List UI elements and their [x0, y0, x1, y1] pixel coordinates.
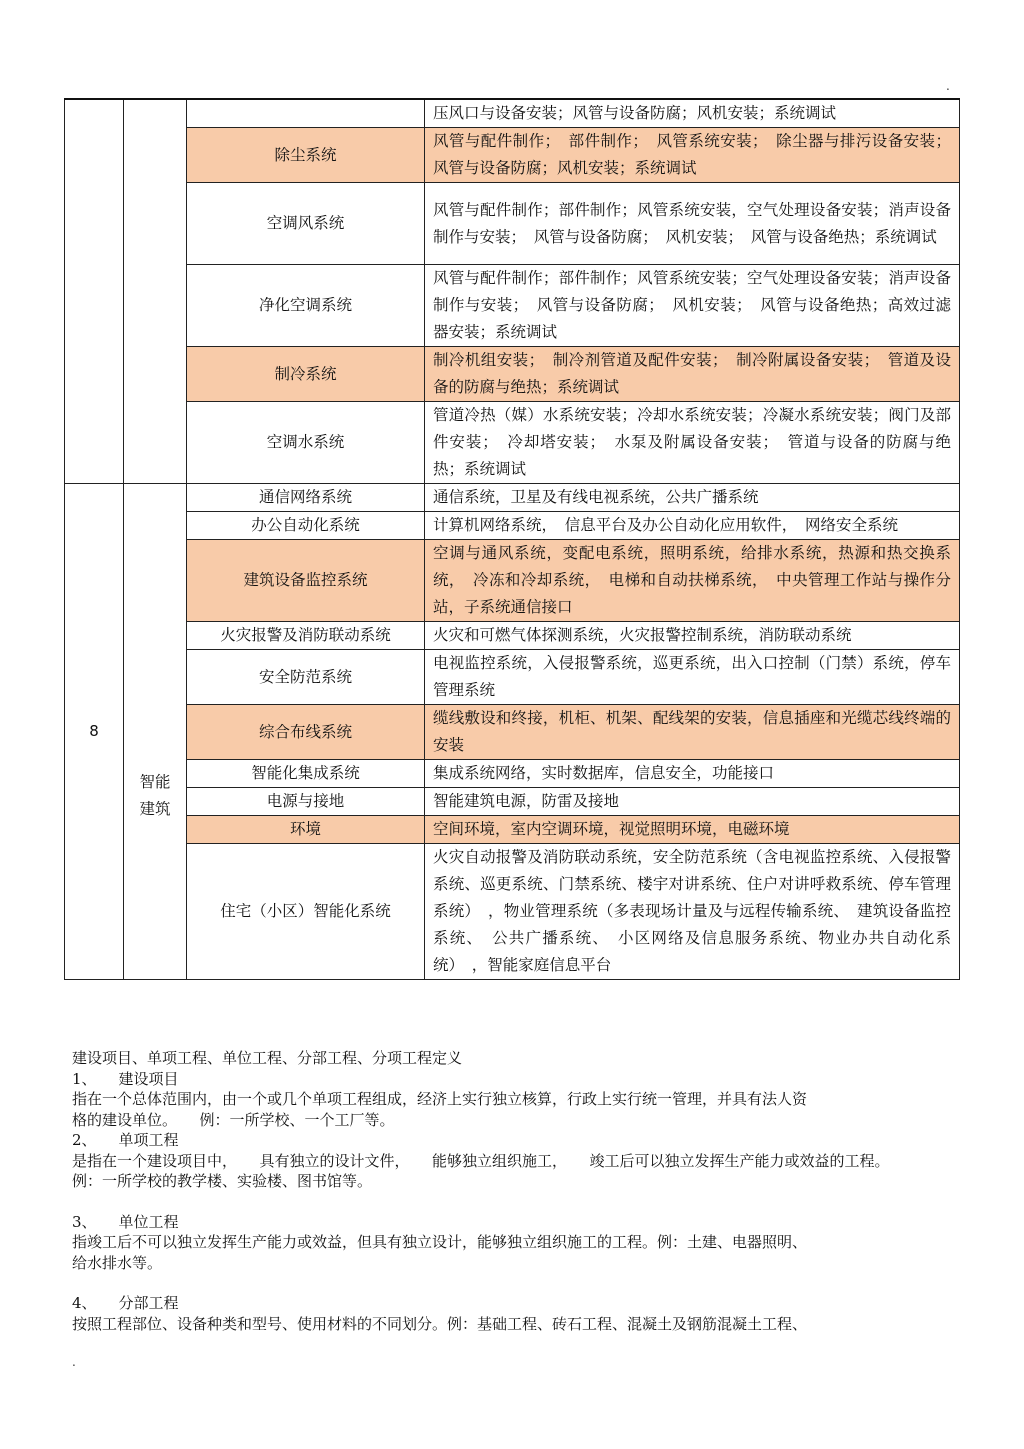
table-row [65, 844, 960, 980]
definition-title [72, 1130, 942, 1151]
definition-number: 2、 [72, 1131, 97, 1149]
definition-title-text: 单位工程 [118, 1212, 179, 1231]
subsystem-content: 风管与配件制作；部件制作；风管系统安装；空气处理设备安装；消声设备制作与安装； 风管与设备防腐； 风机安装； 风管与设备绝热；高效过滤器安装；系统调试 [425, 265, 960, 347]
subsystem-name: 建筑设备监控系统 [187, 540, 425, 622]
table-row [65, 540, 960, 622]
group-category-cell: 智能建筑 [124, 484, 187, 980]
table-row [65, 128, 960, 183]
definition-line: 给水排水等。 [72, 1253, 163, 1272]
table-row [65, 816, 960, 844]
definition-title [72, 1293, 942, 1314]
definition-line: 例：一所学校的教学楼、实验楼、图书馆等。 [72, 1172, 373, 1190]
subsystem-name [187, 99, 425, 128]
subsystem-name: 火灾报警及消防联动系统 [187, 622, 425, 650]
table-row [65, 183, 960, 265]
subsystem-content: 压风口与设备安装；风管与设备防腐；风机安装；系统调试 [425, 99, 960, 128]
table-row [65, 788, 960, 816]
definition-line: 格的建设单位。 例：一所学校、一个工厂等。 [72, 1110, 395, 1129]
subsystem-content: 电视监控系统，入侵报警系统，巡更系统，出入口控制（门禁）系统，停车管理系统 [425, 650, 960, 705]
subsystem-content: 管道冷热（媒）水系统安装；冷却水系统安装；冷凝水系统安装；阀门及部件安装； 冷却塔安装； 水泵及附属设备安装； 管道与设备的防腐与绝热；系统调试 [425, 402, 960, 484]
subsystem-name: 智能化集成系统 [187, 760, 425, 788]
definition-line: 是指在一个建设项目中， 具有独立的设计文件， 能够独立组织施工， 竣工后可以独立发挥生产能力或效益的工程。 [72, 1151, 890, 1170]
definition-number: 3、 [72, 1212, 97, 1231]
subsystem-name: 空调风系统 [187, 183, 425, 265]
subsystem-name: 环境 [187, 816, 425, 844]
definition-title-text: 单项工程 [118, 1131, 179, 1149]
subsystem-name: 办公自动化系统 [187, 512, 425, 540]
definition-line: 指竣工后不可以独立发挥生产能力或效益，但具有独立设计，能够独立组织施工的工程。例：土建、电器照明、 [72, 1233, 808, 1251]
table-row [65, 650, 960, 705]
page-marker-top: . [946, 79, 950, 93]
table-row [65, 265, 960, 347]
construction-subsystem-table [64, 98, 960, 980]
group-number-cell: 8 [65, 484, 124, 980]
subsystem-name: 综合布线系统 [187, 705, 425, 760]
group-number-cell [65, 99, 124, 484]
definition-number: 1、 [72, 1069, 97, 1088]
subsystem-content: 通信系统，卫星及有线电视系统，公共广播系统 [425, 484, 960, 512]
definitions-heading: 建设项目、单项工程、单位工程、分部工程、分项工程定义 [72, 1049, 463, 1067]
subsystem-content: 火灾自动报警及消防联动系统，安全防范系统（含电视监控系统、入侵报警系统、巡更系统、门禁系统、楼宇对讲系统、住户对讲呼救系统、停车管理系统） ，物业管理系统（多表现场计量及与远程传输系统、 建筑设备监控系统、 公共广播系统、 小区网络及信息服务系统、物业办共自动化系统） ，智能家庭信息平台 [425, 844, 960, 980]
definition-title [72, 1069, 942, 1090]
subsystem-content: 空调与通风系统，变配电系统，照明系统，给排水系统，热源和热交换系统， 冷冻和冷却系统， 电梯和自动扶梯系统， 中央管理工作站与操作分站，子系统通信接口 [425, 540, 960, 622]
definitions-section [72, 1048, 942, 1334]
subsystem-name: 安全防范系统 [187, 650, 425, 705]
definition-number: 4、 [72, 1294, 97, 1312]
definition-line: 按照工程部位、设备种类和型号、使用材料的不同划分。例：基础工程、砖石工程、混凝土及钢筋混凝土工程、 [72, 1314, 808, 1333]
definition-line: 指在一个总体范围内，由一个或几个单项工程组成，经济上实行独立核算，行政上实行统一管理，并具有法人资 [72, 1090, 808, 1108]
table-row [65, 99, 960, 128]
subsystem-content: 智能建筑电源，防雷及接地 [425, 788, 960, 816]
subsystem-content: 集成系统网络，实时数据库，信息安全，功能接口 [425, 760, 960, 788]
subsystem-content: 制冷机组安装； 制冷剂管道及配件安装； 制冷附属设备安装； 管道及设备的防腐与绝热；系统调试 [425, 347, 960, 402]
table-row [65, 760, 960, 788]
subsystem-content: 计算机网络系统， 信息平台及办公自动化应用软件， 网络安全系统 [425, 512, 960, 540]
subsystem-content: 空间环境，室内空调环境，视觉照明环境，电磁环境 [425, 816, 960, 844]
subsystem-name: 空调水系统 [187, 402, 425, 484]
table-row [65, 402, 960, 484]
subsystem-content: 缆线敷设和终接，机柜、机架、配线架的安装，信息插座和光缆芯线终端的安装 [425, 705, 960, 760]
subsystem-name: 净化空调系统 [187, 265, 425, 347]
table-row [65, 347, 960, 402]
table-row [65, 484, 960, 512]
table-row [65, 705, 960, 760]
subsystem-name: 电源与接地 [187, 788, 425, 816]
group-category-cell [124, 99, 187, 484]
subsystem-content: 风管与配件制作； 部件制作； 风管系统安装； 除尘器与排污设备安装；风管与设备防腐；风机安装；系统调试 [425, 128, 960, 183]
subsystem-name: 住宅（小区）智能化系统 [187, 844, 425, 980]
definition-title [72, 1212, 942, 1233]
table-row [65, 512, 960, 540]
subsystem-content: 风管与配件制作；部件制作；风管系统安装，空气处理设备安装；消声设备制作与安装； 风管与设备防腐； 风机安装； 风管与设备绝热；系统调试 [425, 183, 960, 265]
subsystem-name: 除尘系统 [187, 128, 425, 183]
subsystem-content: 火灾和可燃气体探测系统，火灾报警控制系统，消防联动系统 [425, 622, 960, 650]
page-marker-bottom: . [72, 1355, 76, 1369]
definition-title-text: 建设项目 [118, 1069, 179, 1088]
definition-title-text: 分部工程 [118, 1294, 179, 1312]
subsystem-name: 通信网络系统 [187, 484, 425, 512]
subsystem-name: 制冷系统 [187, 347, 425, 402]
table-row [65, 622, 960, 650]
